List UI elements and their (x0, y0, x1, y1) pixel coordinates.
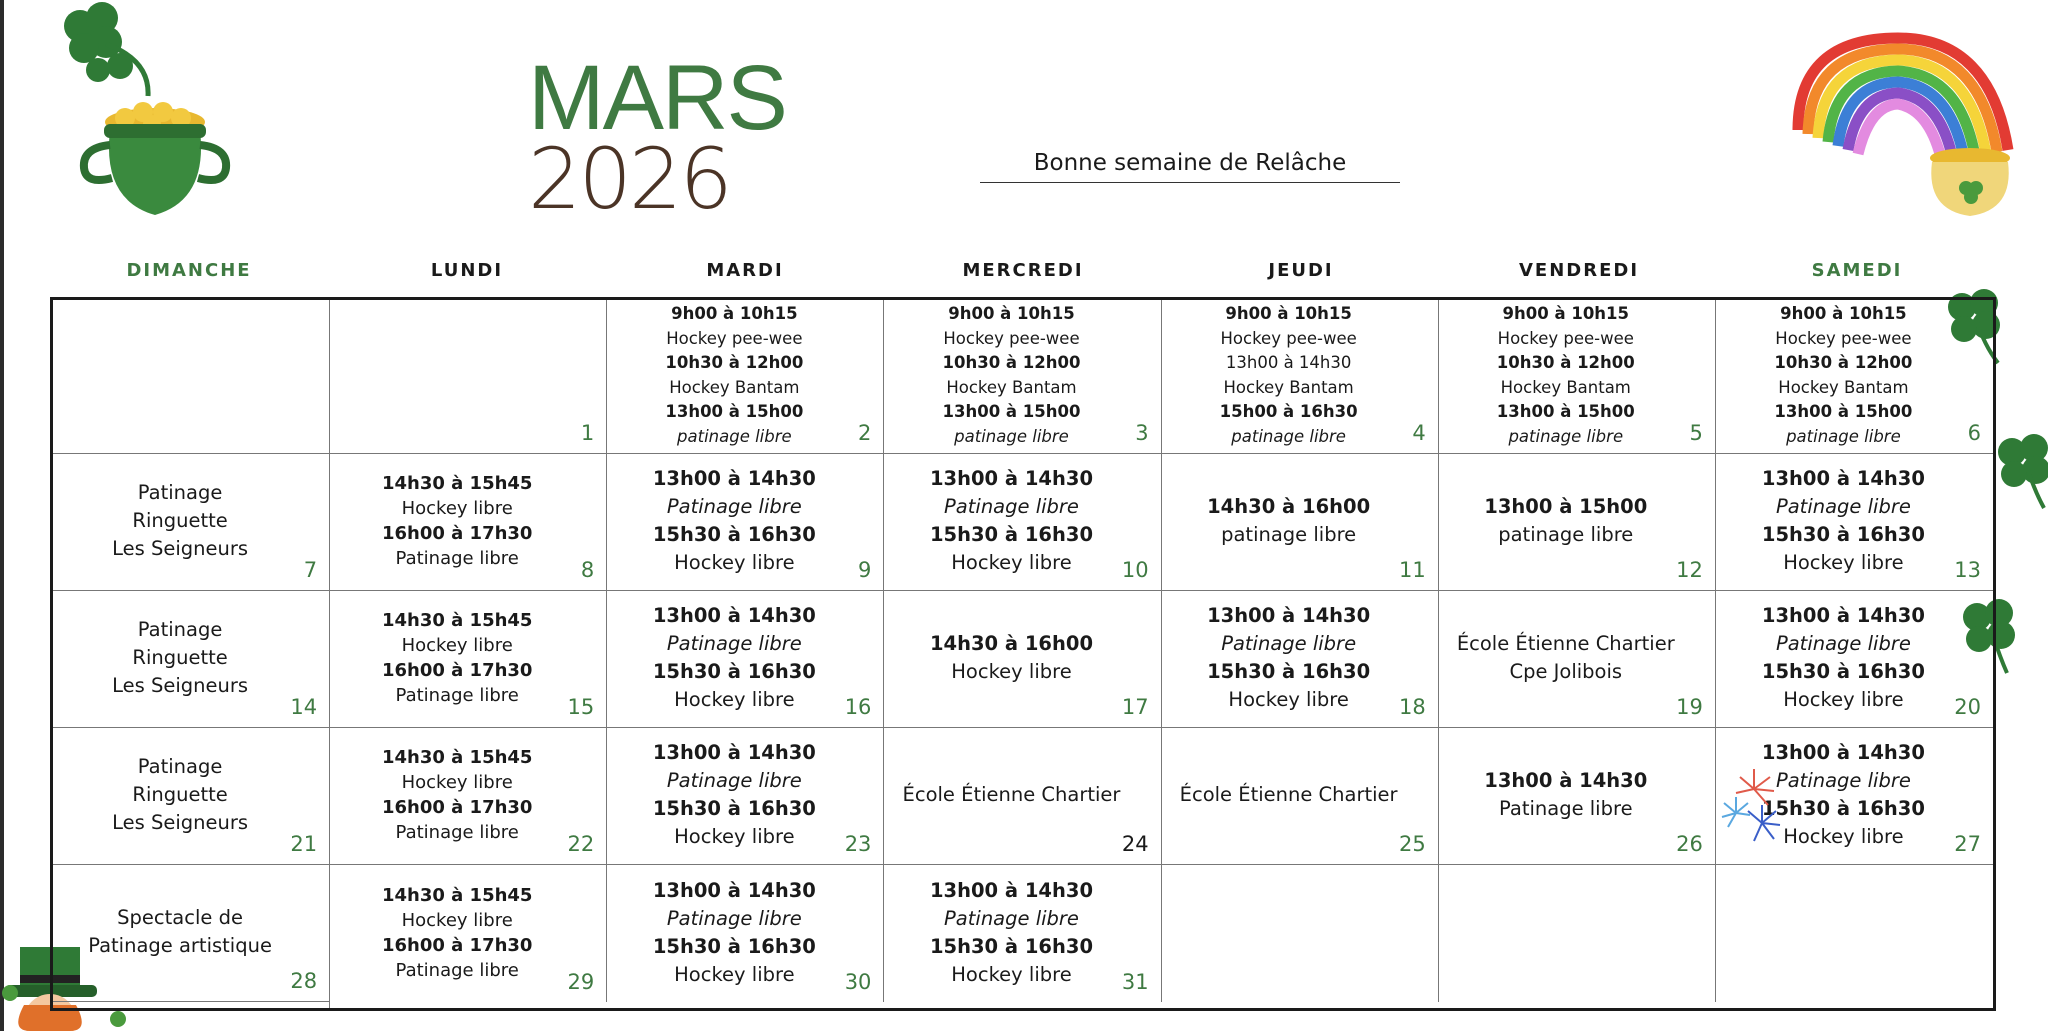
calendar-day-cell (330, 728, 607, 865)
event-line: Ringuette (132, 783, 228, 806)
day-number: 19 (1676, 695, 1703, 719)
calendar-day-cell (1439, 300, 1716, 454)
event-line: 13h00 à 14h30 (1761, 741, 1925, 764)
event-line: patinage libre (1786, 426, 1901, 446)
week-note: Bonne semaine de Relâche (980, 150, 1400, 183)
day-number: 9 (858, 558, 872, 582)
month-title: MARS (528, 47, 786, 149)
day-number: 23 (844, 832, 872, 856)
event-line: 9h00 à 10h15 (948, 304, 1075, 323)
event-line: École Étienne Chartier (1179, 783, 1398, 806)
event-line: Hockey libre (674, 688, 795, 711)
fireworks-icon (1718, 765, 1788, 855)
calendar-day-cell (53, 591, 330, 728)
event-line: 10h30 à 12h00 (1774, 353, 1913, 372)
event-line: Hockey Bantam (1223, 377, 1354, 397)
calendar-day-cell (330, 591, 607, 728)
rainbow-icon (1790, 30, 2030, 220)
day-number: 24 (1121, 832, 1149, 856)
event-line: 13h00 à 14h30 (1484, 769, 1648, 792)
event-line: 16h00 à 17h30 (381, 523, 533, 544)
event-line: Patinage (137, 755, 223, 778)
calendar-day-cell (607, 728, 884, 865)
calendar-day-cell (1162, 591, 1439, 728)
event-line: Patinage libre (395, 822, 519, 843)
day-number: 2 (858, 421, 872, 445)
event-line: 15h30 à 16h30 (1761, 523, 1925, 546)
event-line: 15h00 à 16h30 (1219, 402, 1358, 421)
event-line: Patinage libre (395, 959, 519, 981)
event-line: Hockey libre (401, 772, 513, 793)
event-line: Patinage libre (1221, 632, 1357, 655)
event-line: 13h00 à 14h30 (1225, 353, 1352, 372)
calendar-day-cell (53, 728, 330, 865)
calendar-day-cell (1716, 865, 1993, 1002)
event-line: 15h30 à 16h30 (652, 660, 816, 683)
weekday-friday: VENDREDI (1518, 260, 1640, 281)
calendar-day-cell (330, 865, 607, 1002)
calendar-day-cell (1439, 728, 1716, 865)
event-line: 15h30 à 16h30 (652, 523, 816, 546)
event-line: Hockey pee-wee (1775, 328, 1912, 348)
day-number: 25 (1398, 832, 1426, 856)
event-line: Hockey libre (951, 660, 1072, 683)
event-line: Patinage (137, 481, 223, 504)
event-line: Hockey pee-wee (1220, 328, 1357, 348)
event-line: patinage libre (954, 426, 1069, 446)
day-number: 18 (1398, 695, 1426, 719)
event-line: 15h30 à 16h30 (1761, 797, 1925, 820)
calendar-day-cell (1439, 454, 1716, 591)
event-line: École Étienne Chartier (1456, 632, 1675, 655)
day-number: 1 (580, 421, 595, 445)
calendar-day-cell (1716, 591, 1993, 728)
event-line: Patinage libre (1775, 632, 1911, 655)
event-line: Hockey libre (951, 551, 1072, 574)
event-line: patinage libre (1508, 426, 1624, 446)
day-number: 5 (1689, 421, 1703, 445)
weekday-tuesday: MARDI (706, 260, 784, 281)
event-line: 13h00 à 14h30 (1207, 604, 1371, 627)
event-line: 9h00 à 10h15 (671, 304, 798, 323)
calendar-day-cell (53, 300, 330, 454)
event-line: Hockey libre (951, 962, 1072, 986)
event-line: 14h30 à 15h45 (381, 884, 533, 906)
event-line: Patinage libre (666, 495, 802, 518)
calendar-day-cell (1162, 728, 1439, 865)
calendar-day-cell (330, 300, 607, 454)
day-number: 22 (567, 832, 595, 856)
event-line: 9h00 à 10h15 (1502, 304, 1630, 323)
event-line: 15h30 à 16h30 (929, 523, 1094, 546)
event-line: Hockey libre (1228, 688, 1349, 711)
event-line: 13h00 à 15h00 (1496, 402, 1635, 421)
event-line: Hockey Bantam (669, 377, 800, 397)
event-line: Hockey pee-wee (1497, 328, 1634, 348)
day-number: 4 (1412, 421, 1426, 445)
day-number: 28 (290, 969, 318, 993)
calendar-grid (50, 297, 1996, 1011)
event-line: Patinage libre (395, 548, 519, 569)
weekday-saturday: SAMEDI (1811, 260, 1903, 281)
day-number: 16 (844, 695, 872, 719)
pot-of-gold-icon (40, 0, 240, 225)
event-line: 13h00 à 15h00 (1484, 495, 1648, 518)
calendar-day-cell (607, 865, 884, 1002)
calendar-day-cell (1439, 591, 1716, 728)
event-line: Ringuette (132, 509, 228, 532)
weekday-wednesday: MERCREDI (962, 260, 1084, 281)
day-number: 3 (1135, 421, 1149, 445)
event-line: 14h30 à 15h45 (381, 747, 533, 768)
event-line: Spectacle de (117, 906, 243, 929)
calendar-day-cell (1162, 454, 1439, 591)
day-number: 14 (290, 695, 318, 719)
day-number: 17 (1121, 695, 1149, 719)
event-line: Les Seigneurs (112, 537, 249, 560)
event-line: École Étienne Chartier (902, 783, 1121, 806)
day-number: 20 (1954, 695, 1981, 719)
event-line: Hockey libre (401, 909, 513, 931)
event-line: Patinage libre (666, 632, 802, 655)
event-line: 15h30 à 16h30 (1761, 660, 1925, 683)
event-line: 13h00 à 15h00 (942, 402, 1081, 421)
calendar-day-cell (330, 454, 607, 591)
event-line: Hockey libre (674, 962, 795, 986)
calendar-day-cell (884, 454, 1161, 591)
calendar-day-cell (884, 865, 1161, 1002)
event-line: Les Seigneurs (112, 811, 249, 834)
day-number: 15 (567, 695, 595, 719)
event-line: 15h30 à 16h30 (1207, 660, 1371, 683)
event-line: Patinage libre (944, 495, 1079, 518)
event-line: 13h00 à 14h30 (652, 878, 816, 902)
event-line: 9h00 à 10h15 (1225, 304, 1352, 323)
day-number: 29 (567, 970, 595, 994)
calendar-day-cell (53, 865, 330, 1002)
event-line: Hockey pee-wee (943, 328, 1080, 348)
calendar-day-cell (1162, 300, 1439, 454)
event-line: Patinage libre (1775, 495, 1911, 518)
event-line: 13h00 à 14h30 (652, 741, 816, 764)
calendar-day-cell (1716, 454, 1993, 591)
calendar-day-cell (607, 300, 884, 454)
event-line: 10h30 à 12h00 (665, 353, 804, 372)
calendar-day-cell (884, 300, 1161, 454)
day-number: 11 (1398, 558, 1426, 582)
event-line: Patinage libre (666, 769, 802, 792)
event-line: 13h00 à 14h30 (1761, 604, 1925, 627)
event-line: 10h30 à 12h00 (942, 353, 1081, 372)
calendar-day-cell (1439, 865, 1716, 1002)
event-line: 16h00 à 17h30 (381, 660, 533, 681)
event-line: 14h30 à 15h45 (381, 473, 533, 494)
event-line: 14h30 à 16h00 (1207, 495, 1371, 518)
event-line: 15h30 à 16h30 (652, 934, 816, 958)
event-line: Hockey Bantam (946, 377, 1077, 397)
event-line: Patinage libre (944, 906, 1079, 930)
event-line: 14h30 à 15h45 (381, 610, 533, 631)
day-number: 6 (1967, 421, 1981, 445)
event-line: Patinage libre (1775, 769, 1911, 792)
event-line: patinage libre (1498, 523, 1634, 546)
calendar-day-cell (884, 728, 1161, 865)
event-line: Patinage libre (395, 685, 519, 706)
day-number: 21 (290, 832, 318, 856)
event-line: Patinage libre (666, 906, 802, 930)
event-line: patinage libre (1221, 523, 1357, 546)
event-line: Hockey libre (401, 498, 513, 519)
event-line: Hockey libre (674, 551, 795, 574)
event-line: 10h30 à 12h00 (1496, 353, 1635, 372)
day-number: 8 (580, 558, 595, 582)
year-title: 2026 (528, 130, 730, 228)
calendar-day-cell (1162, 865, 1439, 1002)
weekday-header (50, 260, 1996, 288)
event-line: 15h30 à 16h30 (929, 934, 1094, 958)
event-line: 15h30 à 16h30 (652, 797, 816, 820)
left-edge-rule (0, 0, 4, 1031)
calendar-day-cell (607, 591, 884, 728)
day-number: 27 (1954, 832, 1981, 856)
calendar-day-cell (53, 454, 330, 591)
event-line: Les Seigneurs (112, 674, 249, 697)
weekday-sunday: DIMANCHE (126, 260, 252, 281)
event-line: patinage libre (1231, 426, 1346, 446)
event-line: 13h00 à 14h30 (652, 604, 816, 627)
calendar-day-cell (607, 454, 884, 591)
event-line: Hockey libre (1783, 551, 1904, 574)
event-line: 13h00 à 14h30 (1761, 467, 1925, 490)
clover-icon (1990, 430, 2048, 510)
day-number: 7 (303, 558, 318, 582)
day-number: 30 (844, 970, 872, 994)
event-line: Hockey Bantam (1500, 377, 1631, 397)
event-line: Hockey libre (674, 825, 795, 848)
event-line: Patinage libre (1498, 797, 1633, 820)
day-number: 26 (1676, 832, 1703, 856)
event-line: Hockey libre (401, 635, 513, 656)
event-line: Cpe Jolibois (1509, 660, 1623, 683)
event-line: Patinage (137, 618, 223, 641)
event-line: Hockey Bantam (1778, 377, 1909, 397)
calendar-day-cell (53, 1002, 330, 1008)
event-line: 13h00 à 15h00 (1774, 402, 1913, 421)
event-line: Patinage artistique (88, 934, 272, 957)
calendar-day-cell (884, 591, 1161, 728)
event-line: 14h30 à 16h00 (929, 632, 1094, 655)
weekday-thursday: JEUDI (1268, 260, 1334, 281)
event-line: Hockey pee-wee (666, 328, 803, 348)
day-number: 12 (1676, 558, 1703, 582)
event-line: 16h00 à 17h30 (381, 934, 533, 956)
event-line: Hockey libre (1783, 825, 1904, 848)
event-line: 13h00 à 14h30 (652, 467, 816, 490)
day-number: 31 (1121, 970, 1149, 994)
weekday-monday: LUNDI (430, 260, 504, 281)
day-number: 10 (1121, 558, 1149, 582)
event-line: 9h00 à 10h15 (1780, 304, 1907, 323)
event-line: 16h00 à 17h30 (381, 797, 533, 818)
event-line: Ringuette (132, 646, 228, 669)
event-line: patinage libre (677, 426, 792, 446)
day-number: 13 (1954, 558, 1981, 582)
calendar-day-cell (1716, 300, 1993, 454)
event-line: 13h00 à 15h00 (665, 402, 804, 421)
event-line: 13h00 à 14h30 (929, 467, 1094, 490)
event-line: 13h00 à 14h30 (929, 878, 1094, 902)
event-line: Hockey libre (1783, 688, 1904, 711)
